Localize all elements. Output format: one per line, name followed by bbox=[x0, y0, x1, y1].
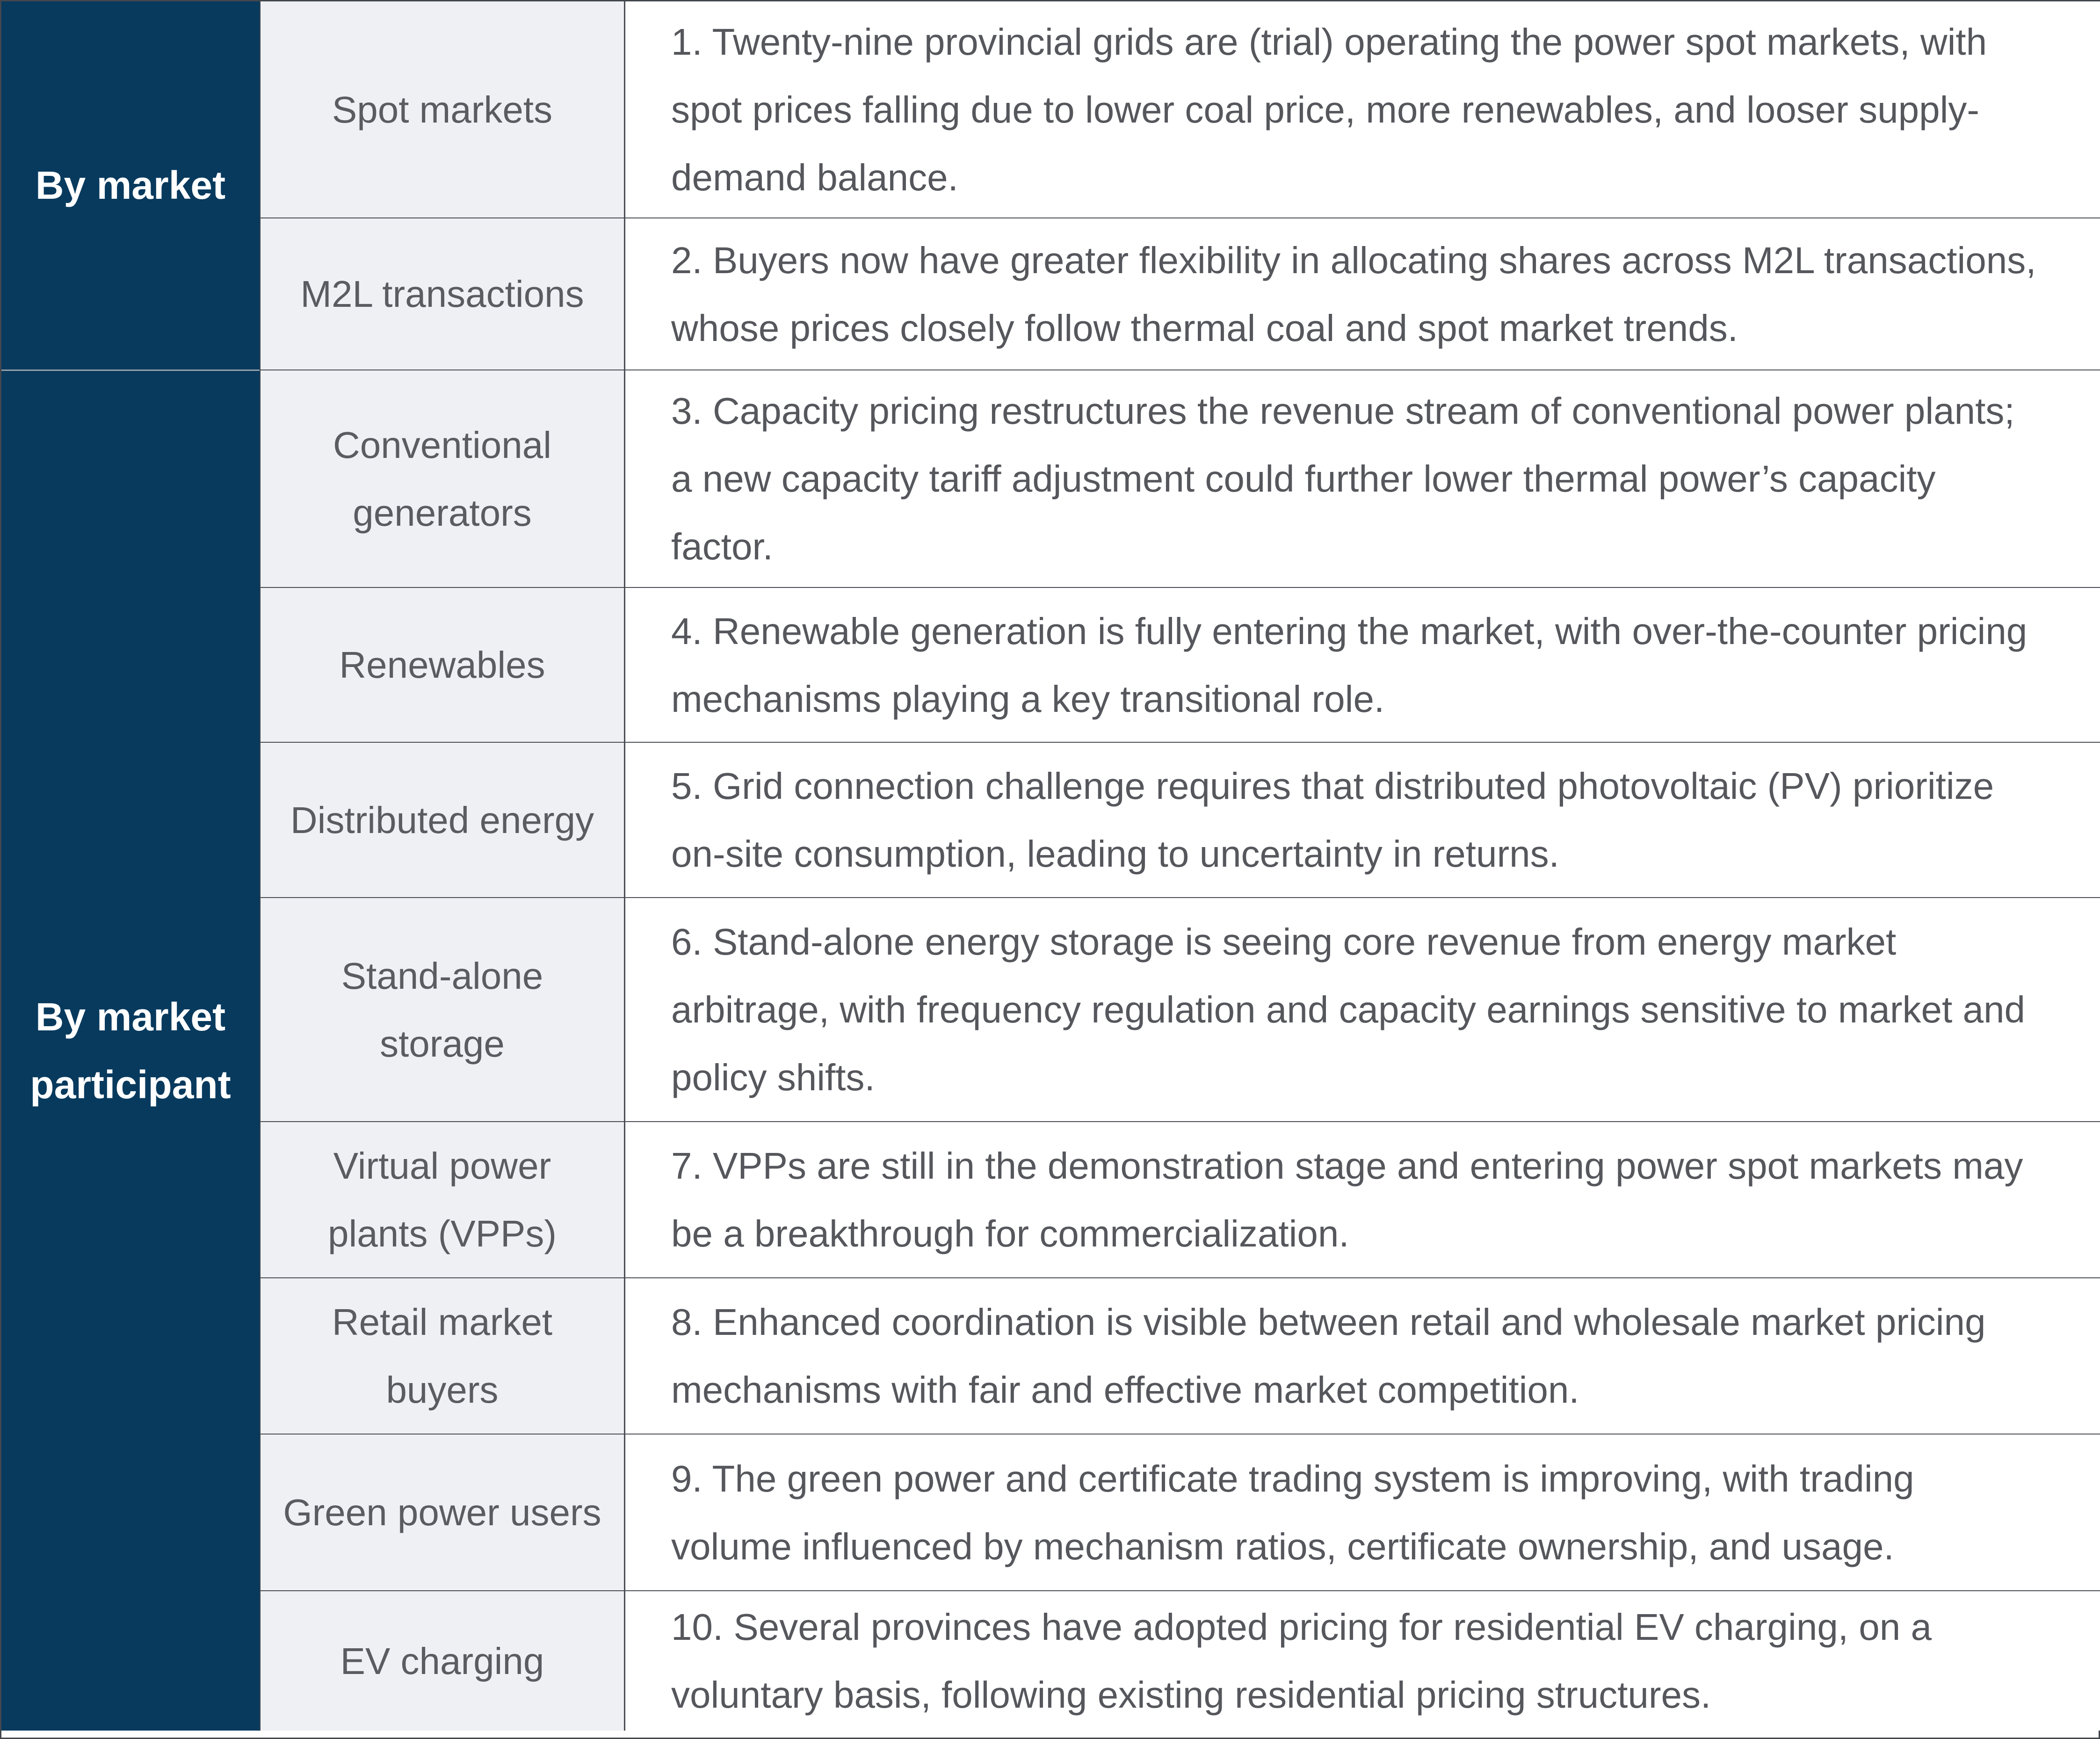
description-text: 5. Grid connection challenge requires that distributed photovoltaic (PV) prioritize on-site consumption, leading to uncertainty in returns. bbox=[671, 765, 1994, 875]
category-label: Virtual power plants (VPPs) bbox=[327, 1145, 557, 1254]
description-cell-3 bbox=[624, 370, 2100, 587]
category-label: Green power users bbox=[283, 1492, 601, 1533]
description-text: 8. Enhanced coordination is visible between retail and wholesale market pricing mechanisms with fair and effective market competition. bbox=[671, 1301, 1986, 1411]
category-label: Spot markets bbox=[332, 88, 553, 130]
category-cell-m2l-transactions bbox=[260, 217, 624, 370]
category-cell-ev-charging bbox=[260, 1590, 624, 1731]
description-cell-8 bbox=[624, 1277, 2100, 1434]
description-text: 3. Capacity pricing restructures the revenue stream of conventional power plants; a new capacity tariff adjustment could further lower thermal power’s capacity factor. bbox=[671, 390, 2015, 567]
description-cell-9 bbox=[624, 1434, 2100, 1590]
description-text: 10. Several provinces have adopted pricing for residential EV charging, on a voluntary basis, following existing residential pricing structures. bbox=[671, 1606, 1932, 1716]
category-label: M2L transactions bbox=[300, 273, 584, 315]
description-cell-4 bbox=[624, 587, 2100, 742]
description-cell-10 bbox=[624, 1590, 2100, 1731]
category-cell-spot-markets bbox=[260, 1, 624, 217]
category-cell-green-power-users bbox=[260, 1434, 624, 1590]
category-label: Stand-alone storage bbox=[341, 955, 543, 1065]
description-text: 6. Stand-alone energy storage is seeing core revenue from energy market arbitrage, with frequency regulation and capacity earnings sensitive to market and policy shifts. bbox=[671, 921, 2025, 1098]
description-text: 7. VPPs are still in the demonstration stage and entering power spot markets may be a breakthrough for commercialization. bbox=[671, 1145, 2023, 1254]
description-cell-2 bbox=[624, 217, 2100, 370]
row-group-by-market-participant bbox=[1, 370, 260, 1731]
description-cell-7 bbox=[624, 1121, 2100, 1277]
category-cell-renewables bbox=[260, 587, 624, 742]
description-text: 2. Buyers now have greater flexibility in allocating shares across M2L transactions, whose prices closely follow thermal coal and spot market trends. bbox=[671, 239, 2036, 349]
row-group-label: By market bbox=[35, 163, 226, 207]
description-text: 4. Renewable generation is fully entering the market, with over-the-counter pricing mechanisms playing a key transitional role. bbox=[671, 610, 2028, 720]
category-label: Conventional generators bbox=[333, 424, 551, 534]
category-label: Distributed energy bbox=[290, 799, 594, 841]
description-cell-1 bbox=[624, 1, 2100, 217]
category-cell-stand-alone-storage bbox=[260, 897, 624, 1121]
category-cell-retail-market-buyers bbox=[260, 1277, 624, 1434]
description-text: 1. Twenty-nine provincial grids are (trial) operating the power spot markets, with spot prices falling due to lower coal price, more renewables, and looser supply-demand balance. bbox=[671, 21, 1987, 198]
category-cell-virtual-power-plants bbox=[260, 1121, 624, 1277]
row-group-label: By market participant bbox=[30, 994, 231, 1107]
category-label: EV charging bbox=[340, 1640, 544, 1682]
category-label: Retail market buyers bbox=[332, 1301, 553, 1411]
description-cell-6 bbox=[624, 897, 2100, 1121]
category-cell-distributed-energy bbox=[260, 742, 624, 897]
description-text: 9. The green power and certificate trading system is improving, with trading volume influenced by mechanism ratios, certificate ownership, and usage. bbox=[671, 1457, 1914, 1567]
row-group-by-market bbox=[1, 1, 260, 370]
category-cell-conventional-generators bbox=[260, 370, 624, 587]
category-label: Renewables bbox=[339, 644, 545, 686]
description-cell-5 bbox=[624, 742, 2100, 897]
